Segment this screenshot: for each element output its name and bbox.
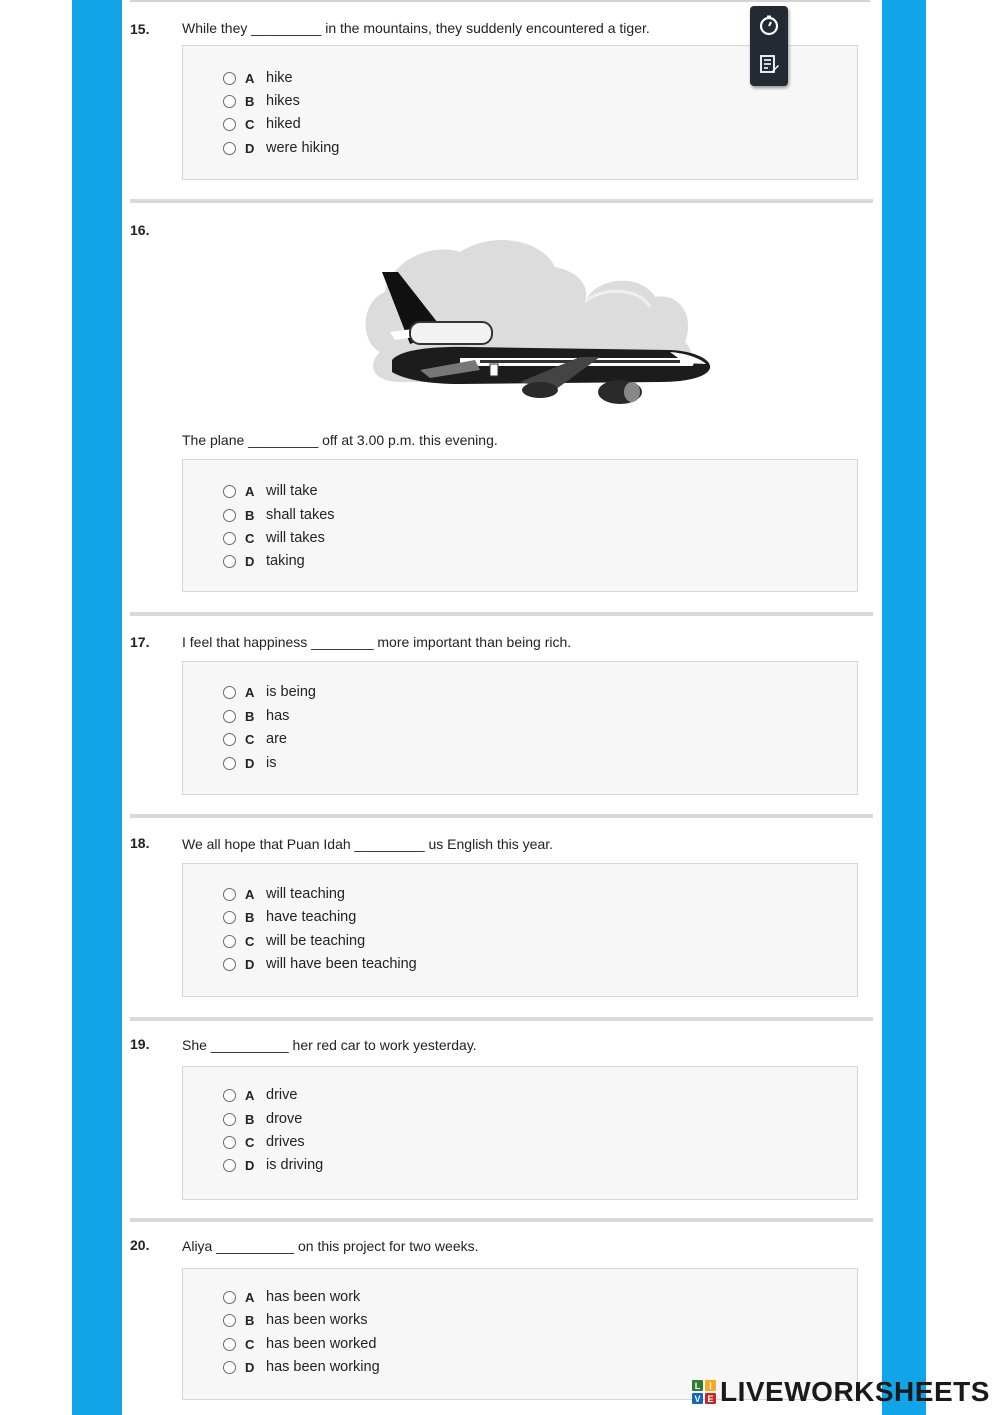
question-text: She __________ her red car to work yesterday. [182, 1037, 477, 1053]
radio-button[interactable] [223, 485, 236, 498]
stopwatch-icon[interactable] [757, 13, 781, 37]
option-b[interactable]: B has [223, 706, 289, 726]
radio-button[interactable] [223, 1136, 236, 1149]
question-number: 20. [130, 1237, 150, 1253]
logo-tile: I [705, 1380, 716, 1391]
radio-button[interactable] [223, 911, 236, 924]
radio-button[interactable] [223, 72, 236, 85]
answer-options-box [182, 459, 858, 592]
logo-tile: E [705, 1393, 716, 1404]
question-separator [130, 612, 873, 616]
right-frame-bar [882, 0, 926, 1415]
option-a[interactable]: A is being [223, 682, 316, 702]
option-c[interactable]: C are [223, 729, 287, 749]
option-b[interactable]: B has been works [223, 1310, 368, 1330]
radio-button[interactable] [223, 710, 236, 723]
question-text: We all hope that Puan Idah _________ us English this year. [182, 836, 554, 852]
top-divider [130, 0, 870, 2]
logo-tile: L [692, 1380, 703, 1391]
answer-options-box [182, 1066, 858, 1200]
question-text: Aliya __________ on this project for two weeks. [182, 1238, 479, 1254]
option-c[interactable]: C has been worked [223, 1334, 376, 1354]
answer-options-box [182, 863, 858, 997]
radio-button[interactable] [223, 1314, 236, 1327]
option-d[interactable]: D were hiking [223, 138, 339, 158]
radio-button[interactable] [223, 1089, 236, 1102]
option-a[interactable]: A hike [223, 68, 293, 88]
radio-button[interactable] [223, 118, 236, 131]
radio-button[interactable] [223, 1291, 236, 1304]
left-frame-bar [72, 0, 122, 1415]
option-a[interactable]: A drive [223, 1085, 297, 1105]
radio-button[interactable] [223, 1113, 236, 1126]
option-d[interactable]: D is [223, 753, 276, 773]
option-d[interactable]: D has been working [223, 1357, 380, 1377]
option-d[interactable]: D is driving [223, 1155, 323, 1175]
question-separator [130, 1218, 873, 1222]
option-a[interactable]: A has been work [223, 1287, 360, 1307]
question-number: 19. [130, 1036, 150, 1052]
option-d[interactable]: D taking [223, 551, 305, 571]
option-c[interactable]: C will be teaching [223, 931, 365, 951]
radio-button[interactable] [223, 1159, 236, 1172]
question-separator [130, 814, 873, 818]
question-number: 17. [130, 634, 150, 650]
liveworksheets-logo [692, 1374, 990, 1410]
option-c[interactable]: C drives [223, 1132, 305, 1152]
option-b[interactable]: B hikes [223, 91, 300, 111]
radio-button[interactable] [223, 958, 236, 971]
answer-options-box [182, 661, 858, 795]
question-separator [130, 1017, 873, 1021]
option-b[interactable]: B drove [223, 1109, 302, 1129]
radio-button[interactable] [223, 686, 236, 699]
option-a[interactable]: A will take [223, 481, 318, 501]
radio-button[interactable] [223, 1338, 236, 1351]
radio-button[interactable] [223, 757, 236, 770]
question-text: I feel that happiness ________ more important than being rich. [182, 634, 572, 650]
option-a[interactable]: A will teaching [223, 884, 345, 904]
notes-edit-icon[interactable] [757, 52, 781, 76]
radio-button[interactable] [223, 935, 236, 948]
radio-button[interactable] [223, 509, 236, 522]
radio-button[interactable] [223, 95, 236, 108]
floating-toolbar [750, 6, 788, 86]
option-c[interactable]: C will takes [223, 528, 325, 548]
radio-button[interactable] [223, 733, 236, 746]
option-b[interactable]: B have teaching [223, 907, 356, 927]
question-number: 15. [130, 21, 150, 37]
airplane-illustration [340, 232, 720, 412]
radio-button[interactable] [223, 888, 236, 901]
radio-button[interactable] [223, 555, 236, 568]
radio-button[interactable] [223, 532, 236, 545]
option-b[interactable]: B shall takes [223, 505, 335, 525]
question-separator [130, 199, 873, 203]
logo-tile: V [692, 1393, 703, 1404]
option-d[interactable]: D will have been teaching [223, 954, 417, 974]
option-c[interactable]: C hiked [223, 114, 301, 134]
logo-tiles [692, 1380, 716, 1404]
question-number: 16. [130, 222, 150, 238]
question-text: While they _________ in the mountains, they suddenly encountered a tiger. [182, 20, 650, 36]
logo-text: LIVEWORKSHEETS [720, 1376, 990, 1407]
question-number: 18. [130, 835, 150, 851]
radio-button[interactable] [223, 1361, 236, 1374]
question-text: The plane _________ off at 3.00 p.m. this evening. [182, 432, 498, 448]
radio-button[interactable] [223, 142, 236, 155]
